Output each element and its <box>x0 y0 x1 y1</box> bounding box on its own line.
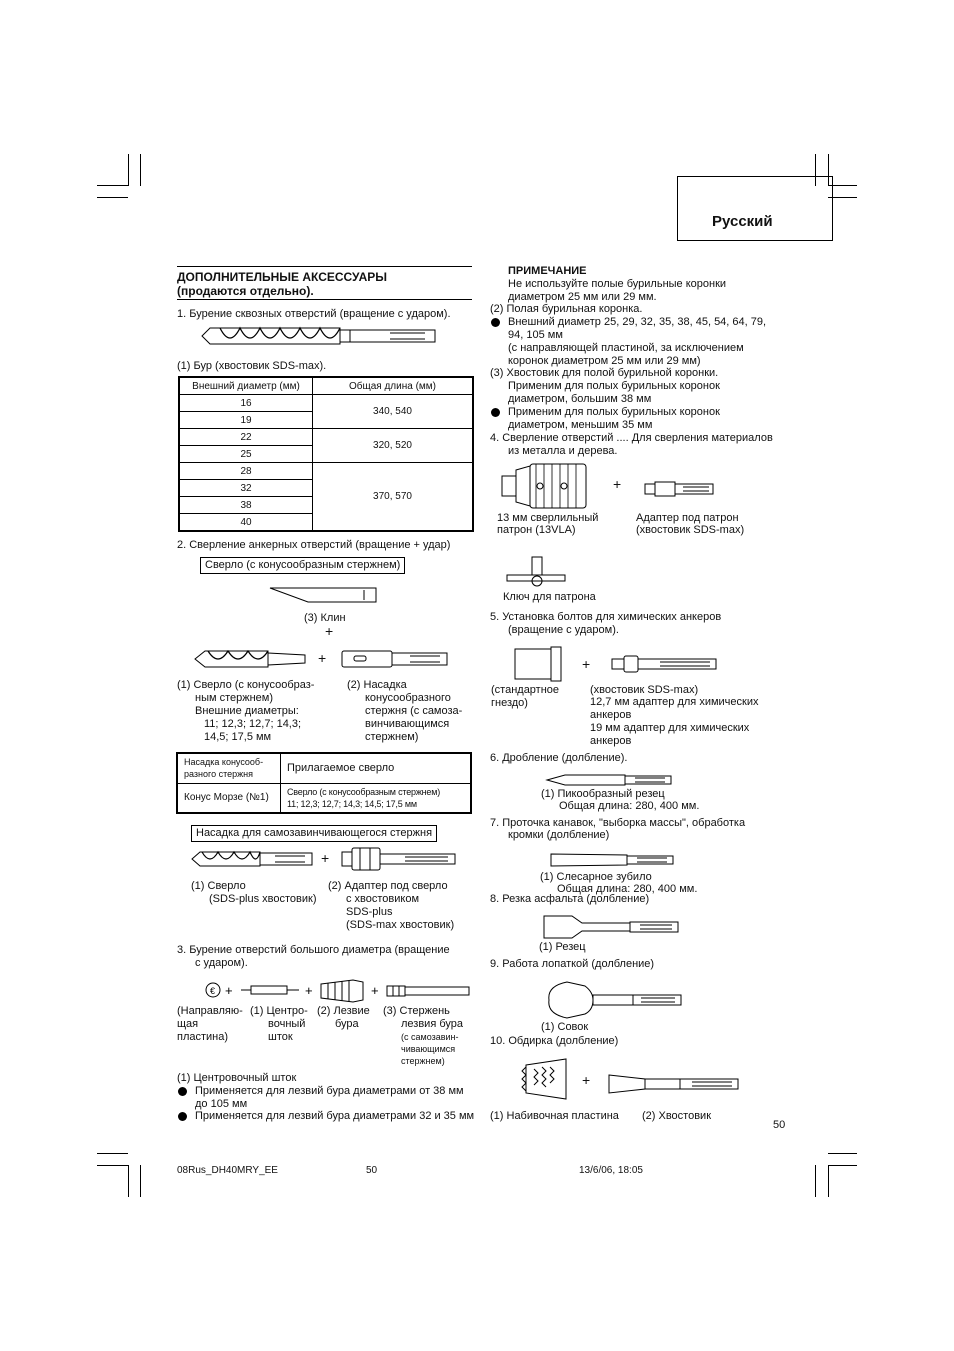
caption-line: шток <box>268 1031 293 1043</box>
taper-table <box>176 752 472 814</box>
table-header: Насадка конусооб- разного стержня <box>177 753 281 783</box>
table-cell: 32 <box>179 480 313 497</box>
shank-caption: (3) Хвостовик для полой бурильной коронки. <box>490 367 719 379</box>
table-cell: 16 <box>179 395 313 412</box>
caption-line: (1) Центро- <box>250 1005 308 1017</box>
spade-caption: (1) Совок <box>541 1021 589 1033</box>
footer-file: 08Rus_DH40MRY_EE <box>177 1165 278 1176</box>
bullet-text: Применяется для лезвий бура диаметрами 32 и 35 мм <box>195 1110 475 1122</box>
crop-mark <box>828 1165 829 1197</box>
bur-caption: (1) Бур (хвостовик SDS-max). <box>177 360 327 372</box>
tamper-caption: (1) Набивочная пластина <box>490 1110 619 1122</box>
item-3-cont: с ударом). <box>195 957 248 969</box>
chuck-drawing <box>500 462 595 510</box>
crop-mark <box>140 1165 141 1197</box>
bullet-text: диаметром, меньшим 35 мм <box>508 419 653 431</box>
tamper-plate-drawing <box>520 1057 570 1101</box>
caption-line: (SDS-max хвостовик) <box>346 919 455 931</box>
caption-line: (хвостовик SDS-max) <box>636 524 745 536</box>
bullet-text: (с направляющей пластиной, за исключением <box>508 342 744 354</box>
caption-line: бура <box>335 1018 359 1030</box>
table-cell: 320, 520 <box>313 429 474 463</box>
self-tapping-label-box: Насадка для самозавинчивающегося стержня <box>191 825 437 842</box>
caption-line: конусообразного <box>365 692 451 704</box>
plus-sign: + <box>325 623 334 639</box>
caption-line: стержнем) <box>365 731 419 743</box>
caption-line: (1) Пикообразный резец <box>541 788 665 800</box>
page-number: 50 <box>773 1119 786 1131</box>
footer-date: 13/6/06, 18:05 <box>579 1165 643 1176</box>
bur-drawing <box>200 322 440 352</box>
bullet-icon <box>491 408 500 417</box>
spade-drawing <box>545 980 685 1022</box>
caption-line: (1) Слесарное зубило <box>540 871 652 883</box>
item-5: 5. Установка болтов для химических анкеров <box>490 611 722 623</box>
caption-line: пластина) <box>177 1031 229 1043</box>
caption-line: Общая длина: 280, 400 мм. <box>557 883 698 895</box>
table-cell: 38 <box>179 497 313 514</box>
caption-line: (2) Насадка <box>347 679 407 691</box>
wedge-drawing <box>268 584 380 606</box>
item-1: 1. Бурение сквозных отверстий (вращение с ударом). <box>177 308 451 320</box>
item-6: 6. Дробление (долбление). <box>490 752 628 764</box>
table-cell: 25 <box>179 446 313 463</box>
section-heading: ДОПОЛНИТЕЛЬНЫЕ АКСЕССУАРЫ <box>177 270 388 284</box>
table-cell: 28 <box>179 463 313 480</box>
caption-line: анкеров <box>590 735 632 747</box>
plus-sign: + <box>613 476 622 492</box>
item-4-cont: из металла и дерева. <box>508 445 618 457</box>
caption-line: с хвостовиком <box>346 893 420 905</box>
caption-line: (1) Сверло (с конусообраз- <box>177 679 315 691</box>
bullet-icon <box>178 1112 187 1121</box>
cold-chisel-drawing <box>549 852 677 868</box>
chem-adapter-drawing <box>610 653 720 675</box>
caption-line: (хвостовик SDS-max) <box>590 684 699 696</box>
caption-line: чивающимся <box>401 1044 456 1054</box>
footer-page: 50 <box>366 1165 378 1176</box>
item-9: 9. Работа лопаткой (долбление) <box>490 958 655 970</box>
caption-line: 11; 12,3; 12,7; 14,3; <box>204 718 302 730</box>
caption-line: Внешние диаметры: <box>195 705 299 717</box>
tamper-shank-caption: (2) Хвостовик <box>642 1110 712 1122</box>
caption-line: ным стержнем) <box>195 692 274 704</box>
crop-mark <box>97 1165 128 1166</box>
shank-text: диаметром, большим 38 мм <box>508 393 652 405</box>
item-2: 2. Сверление анкерных отверстий (вращение + удар) <box>177 539 451 551</box>
rule <box>177 299 472 300</box>
crop-mark <box>828 1153 857 1154</box>
note-text: диаметром 25 мм или 29 мм. <box>508 291 657 303</box>
language-tab <box>677 176 833 241</box>
center-rod-caption: (1) Центровочный шток <box>177 1072 297 1084</box>
caption-line: (SDS-plus хвостовик) <box>209 893 317 905</box>
caption-line: патрон (13VLA) <box>497 524 576 536</box>
crop-mark <box>815 1165 816 1197</box>
crop-mark <box>97 185 128 186</box>
shank-text: Применим для полых бурильных коронок <box>508 380 720 392</box>
caption-line: стержнем) <box>401 1056 445 1066</box>
caption-line: анкеров <box>590 709 632 721</box>
caption-line: (3) Стержень <box>383 1005 450 1017</box>
bullet-text: 94, 105 мм <box>508 329 563 341</box>
table-header: Общая длина (мм) <box>313 377 474 395</box>
caption-line: гнездо) <box>491 697 528 709</box>
taper-label-box: Сверло (с конусообразным стержнем) <box>200 557 405 574</box>
plus-sign: + <box>321 850 330 866</box>
sds-drill-drawing <box>190 848 315 870</box>
item-4: 4. Сверление отверстий .... Для сверления материалов <box>490 432 773 444</box>
crop-mark <box>128 154 129 186</box>
table-cell: 22 <box>179 429 313 446</box>
caption-line: Общая длина: 280, 400 мм. <box>559 800 700 812</box>
wedge-caption: (3) Клин <box>304 612 346 624</box>
bullet-text: до 105 мм <box>195 1098 248 1110</box>
item-3: 3. Бурение отверстий большого диаметра (вращение <box>177 944 450 956</box>
table-cell: Сверло (с конусообразным стержнем) 11; 12,3; 12,7; 14,3; 14,5; 17,5 мм <box>281 783 472 813</box>
table-cell: 40 <box>179 514 313 532</box>
bur-table <box>178 376 474 532</box>
bullet-text: Внешний диаметр 25, 29, 32, 35, 38, 45, 54, 64, 79, <box>508 316 767 328</box>
note-title: ПРИМЕЧАНИЕ <box>508 265 587 277</box>
note-text: Не используйте полые бурильные коронки <box>508 278 727 290</box>
svg-text:+: + <box>305 983 313 998</box>
language-label: Русский <box>712 213 773 230</box>
table-header: Внешний диаметр (мм) <box>179 377 313 395</box>
sds-adapter-drawing <box>340 846 460 872</box>
caption-line: винчивающимся <box>365 718 450 730</box>
crown-caption: (2) Полая бурильная коронка. <box>490 303 643 315</box>
crop-mark <box>97 1153 128 1154</box>
bullet-text: Применим для полых бурильных коронок <box>508 406 720 418</box>
caption-line: (2) Лезвие <box>317 1005 370 1017</box>
caption-line: вочный <box>268 1018 306 1030</box>
bullet-icon <box>491 318 500 327</box>
table-cell: Конус Морзе (№1) <box>177 783 281 813</box>
caption-line: 12,7 мм адаптер для химических <box>590 696 759 708</box>
section-heading-sub: (продаются отдельно). <box>177 284 314 298</box>
plus-sign: + <box>582 1072 591 1088</box>
item-5-cont: (вращение с ударом). <box>508 624 619 636</box>
item-10: 10. Обдирка (долбление) <box>490 1035 619 1047</box>
caption-line: (с самозавин- <box>401 1032 459 1042</box>
tamper-shank-drawing <box>607 1071 742 1097</box>
cutter-caption: (1) Резец <box>539 941 586 953</box>
caption-line: лезвия бура <box>401 1018 464 1030</box>
item-7-cont: кромки (долбление) <box>508 829 610 841</box>
bullet-text: Применяется для лезвий бура диаметрами от 38 мм <box>195 1085 464 1097</box>
caption-line: 13 мм сверлильный <box>497 512 599 524</box>
plus-sign: + <box>318 650 327 666</box>
crop-mark <box>97 197 128 198</box>
crop-mark <box>140 154 141 186</box>
caption-line: (2) Адаптер под сверло <box>328 880 448 892</box>
table-cell: 340, 540 <box>313 395 474 429</box>
caption-line: 14,5; 17,5 мм <box>204 731 272 743</box>
caption-line: (1) Сверло <box>191 880 246 892</box>
caption-line: щая <box>177 1018 199 1030</box>
caption-line: (стандартное <box>491 684 560 696</box>
table-header: Прилагаемое сверло <box>281 753 472 783</box>
item-8: 8. Резка асфальта (долбление) <box>490 893 650 905</box>
taper-adapter-drawing <box>340 648 450 670</box>
table-cell: 19 <box>179 412 313 429</box>
bullet-icon <box>178 1087 187 1096</box>
caption-line: SDS-plus <box>346 906 393 918</box>
crop-mark <box>828 1165 857 1166</box>
svg-text:€: € <box>210 986 216 996</box>
socket-drawing <box>513 645 565 681</box>
rule <box>177 266 472 267</box>
bullet-text: коронок диаметром 25 мм или 29 мм) <box>508 355 701 367</box>
caption-line: 19 мм адаптер для химических <box>590 722 750 734</box>
core-bit-drawing <box>203 978 473 1004</box>
table-cell: 370, 570 <box>313 463 474 532</box>
caption-line: (Направляю- <box>177 1005 243 1017</box>
chuck-adapter-drawing <box>643 478 718 500</box>
svg-text:+: + <box>371 983 379 998</box>
plus-sign: + <box>582 656 591 672</box>
svg-text:+: + <box>225 983 233 998</box>
point-chisel-drawing <box>545 772 675 788</box>
item-7: 7. Проточка канавок, "выборка массы", обработка <box>490 817 746 829</box>
caption-line: стержня (с самоза- <box>365 705 463 717</box>
chuck-key-drawing <box>505 555 570 591</box>
taper-drill-drawing <box>193 647 308 671</box>
asphalt-cutter-drawing <box>542 914 682 940</box>
chuck-key-caption: Ключ для патрона <box>503 591 596 603</box>
crop-mark <box>128 1165 129 1197</box>
caption-line: Адаптер под патрон <box>636 512 739 524</box>
